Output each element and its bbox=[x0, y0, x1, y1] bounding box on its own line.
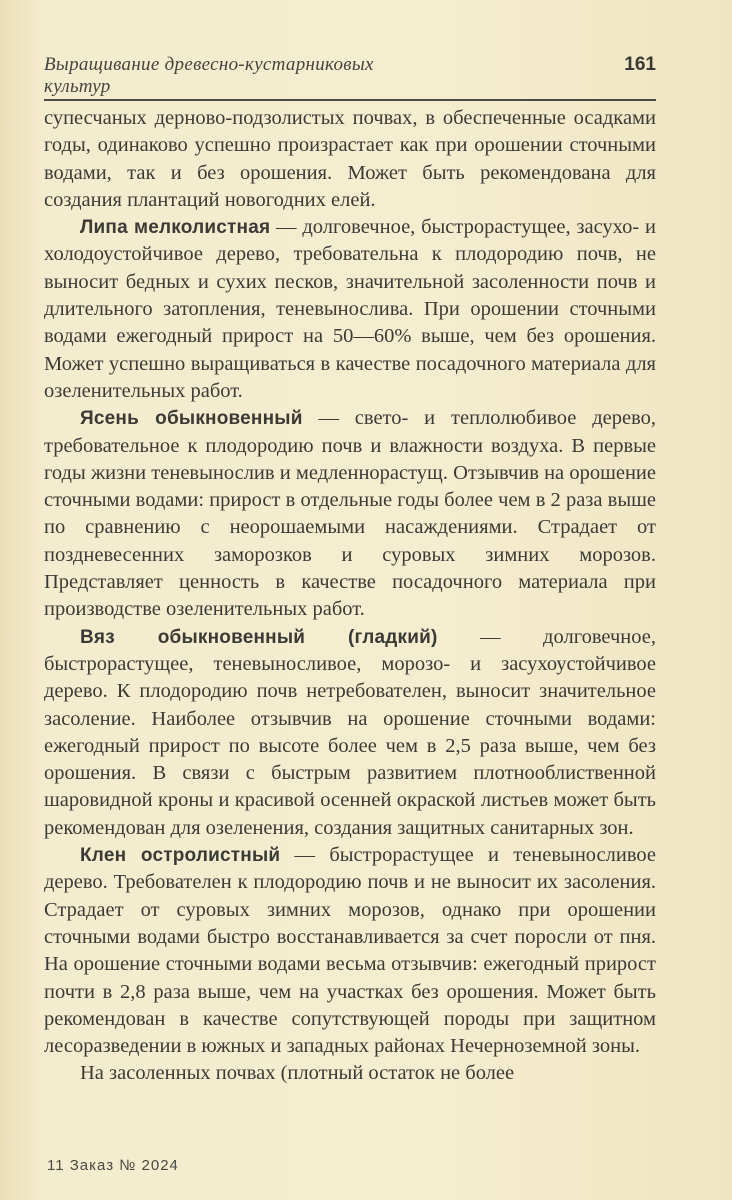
paragraph-continuation bbox=[44, 105, 656, 214]
species-term: Ясень обыкновенный bbox=[80, 408, 303, 430]
paragraph-vyaz bbox=[44, 624, 656, 842]
paragraph-text: — свето- и теплолюбивое дерево, требовательное к плодородию почв и влажности воздуха. В первые годы жизни теневынослив и медленнорастущ. Отзывчив на орошение сточными водами: прирост в отдельные годы более чем в 2 раза выше по сравнению с неорошаемыми насаждениями. Страдает от поздневесенних заморозков и суровых зимних морозов. Представляет ценность в качестве посадочного материала при производстве озеленительных работ. bbox=[44, 407, 656, 621]
species-term: Клен остролистный bbox=[80, 845, 281, 867]
paragraph-lipa bbox=[44, 214, 656, 405]
printer-signature: 11 Заказ № 2024 bbox=[47, 1157, 179, 1174]
header-rule bbox=[44, 99, 656, 101]
body-text bbox=[44, 105, 656, 1088]
paragraph-text: супесчаных дерново-подзолистых почвах, в обеспеченные осадками годы, одинаково успешно произрастает как при орошении сточными водами, так и без орошения. Может быть рекомендована для создания плантаций новогодних елей. bbox=[44, 107, 656, 211]
paragraph-text: — быстрорастущее и теневыносливое дерево. Требователен к плодородию почв и не выносит их засоления. Страдает от суровых зимних морозов, однако при орошении сточными водами быстро восстанавливается за счет поросли от пня. На орошение сточными водами весьма отзывчив: ежегодный прирост почти в 2,8 раза выше, чем на участках без орошения. Может быть рекомендован в качестве сопутствующей породы при защитном лесоразведении в южных и западных районах Нечерноземной зоны. bbox=[44, 844, 656, 1058]
running-title: Выращивание древесно-кустарниковых культур bbox=[44, 54, 374, 97]
paragraph-text: — долговечное, быстрорастущее, теневыносливое, морозо- и засухоустойчивое дерево. К плодородию почв нетребователен, выносит значительное засоление. Наиболее отзывчив на орошение сточными водами: ежегодный прирост по высоте более чем в 2,5 раза выше, чем без орошения. В связи с быстрым развитием плотнооблиственной шаровидной кроны и красивой осенней окраской листьев может быть рекомендован для озеленения, создания защитных санитарных зон. bbox=[44, 625, 656, 839]
species-term: Липа мелколистная bbox=[80, 217, 271, 239]
page-number: 161 bbox=[624, 54, 656, 75]
paragraph-klen bbox=[44, 842, 656, 1060]
page-header bbox=[44, 54, 656, 98]
paragraph-yasen bbox=[44, 405, 656, 623]
paragraph-text: На засоленных почвах (плотный остаток не более bbox=[80, 1062, 515, 1085]
paragraph-final bbox=[44, 1060, 656, 1087]
paragraph-text: — долговечное, быстрорастущее, засухо- и холодоустойчивое дерево, требовательна к плодородию почв, не выносит бедных и сухих песков, значительной засоленности почв и длительного затопления, теневынослива. При орошении сточными водами ежегодный прирост на 50—60% выше, чем без орошения. Может успешно выращиваться в качестве посадочного материала для озеленительных работ. bbox=[44, 216, 656, 402]
species-term: Вяз обыкновенный (гладкий) bbox=[80, 626, 438, 648]
